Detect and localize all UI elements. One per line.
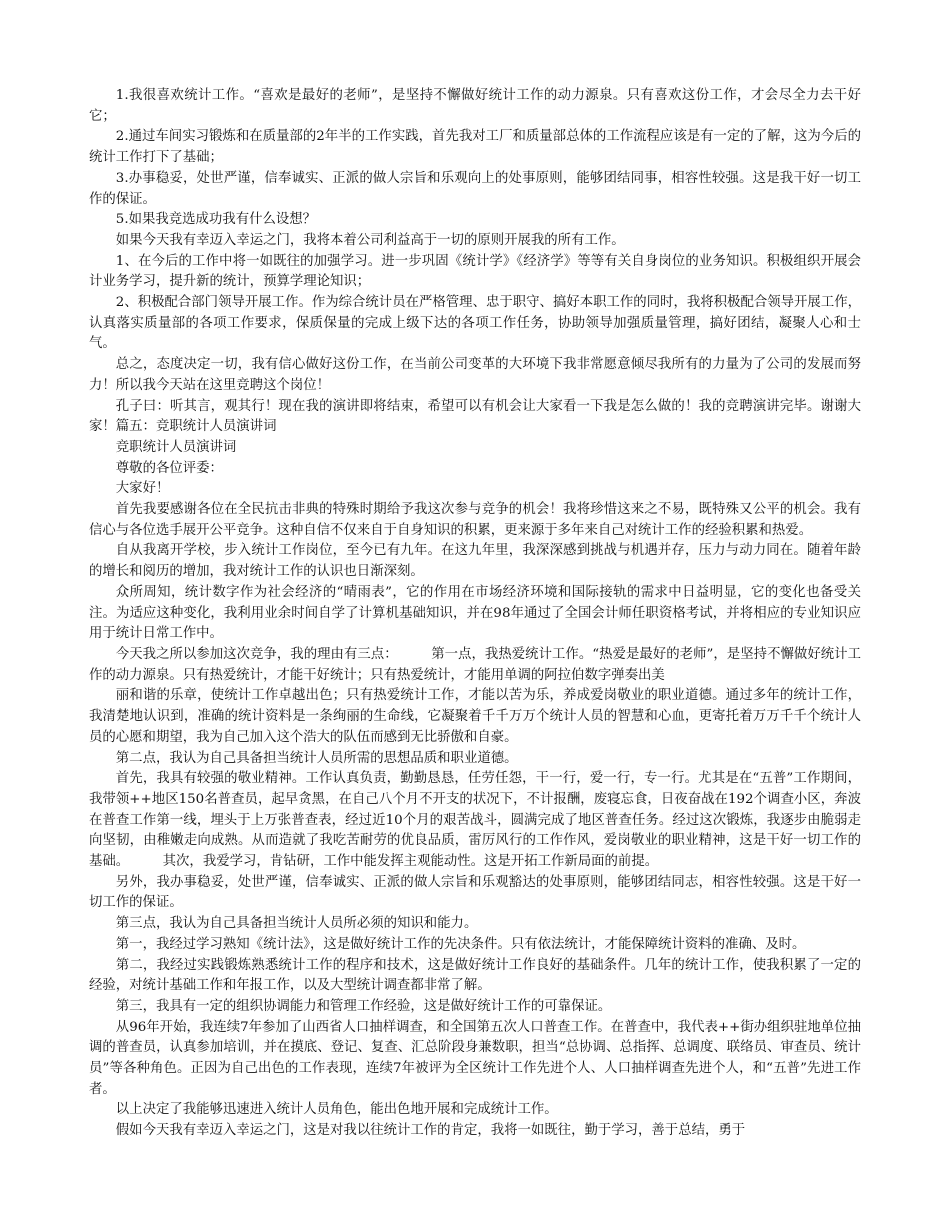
document-body <box>89 86 861 1142</box>
paragraph: 今天我之所以参加这次竞争，我的理由有三点： 第一点，我热爱统计工作。“热爱是最好的老师”，是坚持不懈做好统计工作的动力源泉。只有热爱统计，才能干好统计；只有热爱统计，才能用单调的阿拉伯数字弹奏出美 <box>89 646 861 683</box>
paragraph: 第二点，我认为自己具备担当统计人员所需的思想品质和职业道德。 <box>115 750 518 766</box>
paragraph: 孔子曰：听其言，观其行！现在我的演讲即将结束，希望可以有机会让大家看一下我是怎么做的！我的竞聘演讲完毕。谢谢大家！篇五：竞职统计人员演讲词 <box>89 398 861 435</box>
paragraph: 第一，我经过学习熟知《统计法》，这是做好统计工作的先决条件。只有依法统计，才能保障统计资料的准确、及时。 <box>115 936 806 952</box>
greeting: 大家好！ <box>115 481 170 497</box>
paragraph: 2.通过车间实习锻炼和在质量部的2年半的工作实践，首先我对工厂和质量部总体的工作流程应该是有一定的了解，这为今后的统计工作打下了基础； <box>89 129 861 166</box>
paragraph: 丽和谐的乐章，使统计工作卓越出色；只有热爱统计工作，才能以苦为乐，养成爱岗敬业的职业道德。通过多年的统计工作，我清楚地认识到，准确的统计资料是一条绚丽的生命线，它凝聚着千千万万个统计人员的智慧和心血，更寄托着万万千千个统计人员的心愿和期望，我为自己加入这个浩大的队伍而感到无比骄傲和自豪。 <box>89 688 861 745</box>
paragraph: 首先，我具有较强的敬业精神。工作认真负责，勤勤恳恳，任劳任怨，干一行，爱一行，专一行。尤其是在“五普”工作期间，我带领++地区150名普查员，起早贪黑，在自己八个月不开支的状况下，不计报酬，废寝忘食，日夜奋战在192个调查小区，奔波在普查工作第一线，埋头于上万张普查表，经过近10个月的艰苦战斗，圆满完成了地区普查任务。经过这次锻炼，我逐步由脆弱走向坚韧，由稚嫩走向成熟。从而造就了我吃苦耐劳的优良品质，雷厉风行的工作作风，爱岗敬业的职业精神，这是干好一切工作的基础。 其次，我爱学习，肯钻研，工作中能发挥主观能动性。这是开拓工作新局面的前提。 <box>89 771 861 870</box>
paragraph: 5.如果我竞选成功我有什么设想？ <box>115 212 317 228</box>
paragraph: 第二，我经过实践锻炼熟悉统计工作的程序和技术，这是做好统计工作良好的基础条件。几年的统计工作，使我积累了一定的经验，对统计基础工作和年报工作，以及大型统计调查都非常了解。 <box>89 957 861 994</box>
paragraph: 3.办事稳妥，处世严谨，信奉诚实、正派的做人宗旨和乐观向上的处事原则，能够团结同事，相容性较强。这是我干好一切工作的保证。 <box>89 170 861 207</box>
paragraph: 自从我离开学校，步入统计工作岗位，至今已有九年。在这九年里，我深深感到挑战与机遇并存，压力与动力同在。随着年龄的增长和阅历的增加，我对统计工作的认识也日渐深刻。 <box>89 543 861 580</box>
paragraph: 1.我很喜欢统计工作。“喜欢是最好的老师”，是坚持不懈做好统计工作的动力源泉。只有喜欢这份工作，才会尽全力去干好它； <box>89 88 861 124</box>
paragraph: 第三点，我认为自己具备担当统计人员所必须的知识和能力。 <box>115 916 478 932</box>
paragraph: 假如今天我有幸迈入幸运之门，这是对我以往统计工作的肯定，我将一如既往，勤于学习，善于总结，勇于 <box>115 1123 746 1139</box>
paragraph: 另外，我办事稳妥，处世严谨，信奉诚实、正派的做人宗旨和乐观豁达的处事原则，能够团结同志，相容性较强。这是干好一切工作的保证。 <box>89 874 861 911</box>
paragraph: 从96年开始，我连续7年参加了山西省人口抽样调查，和全国第五次人口普查工作。在普查中，我代表++街办组织驻地单位抽调的普查员，认真参加培训，并在摸底、登记、复查、汇总阶段身兼数职，担当“总协调、总指挥、总调度、联络员、审查员、统计员”等各种角色。正因为自己出色的工作表现，连续7年被评为全区统计工作先进个人、人口抽样调查先进个人，和“五普”先进工作者。 <box>89 1019 861 1097</box>
speech-title: 竞职统计人员演讲词 <box>115 439 237 455</box>
paragraph: 总之，态度决定一切，我有信心做好这份工作，在当前公司变革的大环境下我非常愿意倾尽我所有的力量为了公司的发展而努力！所以我今天站在这里竞聘这个岗位！ <box>89 357 861 393</box>
salutation: 尊敬的各位评委： <box>115 460 223 476</box>
paragraph: 众所周知，统计数字作为社会经济的“晴雨表”，它的作用在市场经济环境和国际接轨的需求中日益明显，它的变化也备受关注。为适应这种变化，我利用业余时间自学了计算机基础知识，并在98年通过了全国会计师任职资格考试，并将相应的专业知识应用于统计日常工作中。 <box>89 584 861 642</box>
paragraph: 如果今天我有幸迈入幸运之门，我将本着公司利益高于一切的原则开展我的所有工作。 <box>115 232 625 248</box>
paragraph: 首先我要感谢各位在全民抗击非典的特殊时期给予我这次参与竞争的机会！我将珍惜这来之不易，既特殊又公平的机会。我有信心与各位选手展开公平竞争。这种自信不仅来自于自身知识的积累，更来源于多年来自己对统计工作的经验积累和热爱。 <box>89 502 861 538</box>
paragraph: 1、在今后的工作中将一如既往的加强学习。进一步巩固《统计学》《经济学》等等有关自身岗位的业务知识。积极组织开展会计业务学习，提升新的统计，预算学理论知识； <box>89 253 861 290</box>
paragraph: 2、积极配合部门领导开展工作。作为综合统计员在严格管理、忠于职守、搞好本职工作的同时，我将积极配合领导开展工作，认真落实质量部的各项工作要求，保质保量的完成上级下达的各项工作任务，协助领导加强质量管理，搞好团结，凝聚人心和士气。 <box>89 295 861 352</box>
paragraph: 以上决定了我能够迅速进入统计人员角色，能出色地开展和完成统计工作。 <box>115 1102 558 1118</box>
paragraph: 第三，我具有一定的组织协调能力和管理工作经验，这是做好统计工作的可靠保证。 <box>115 998 612 1014</box>
